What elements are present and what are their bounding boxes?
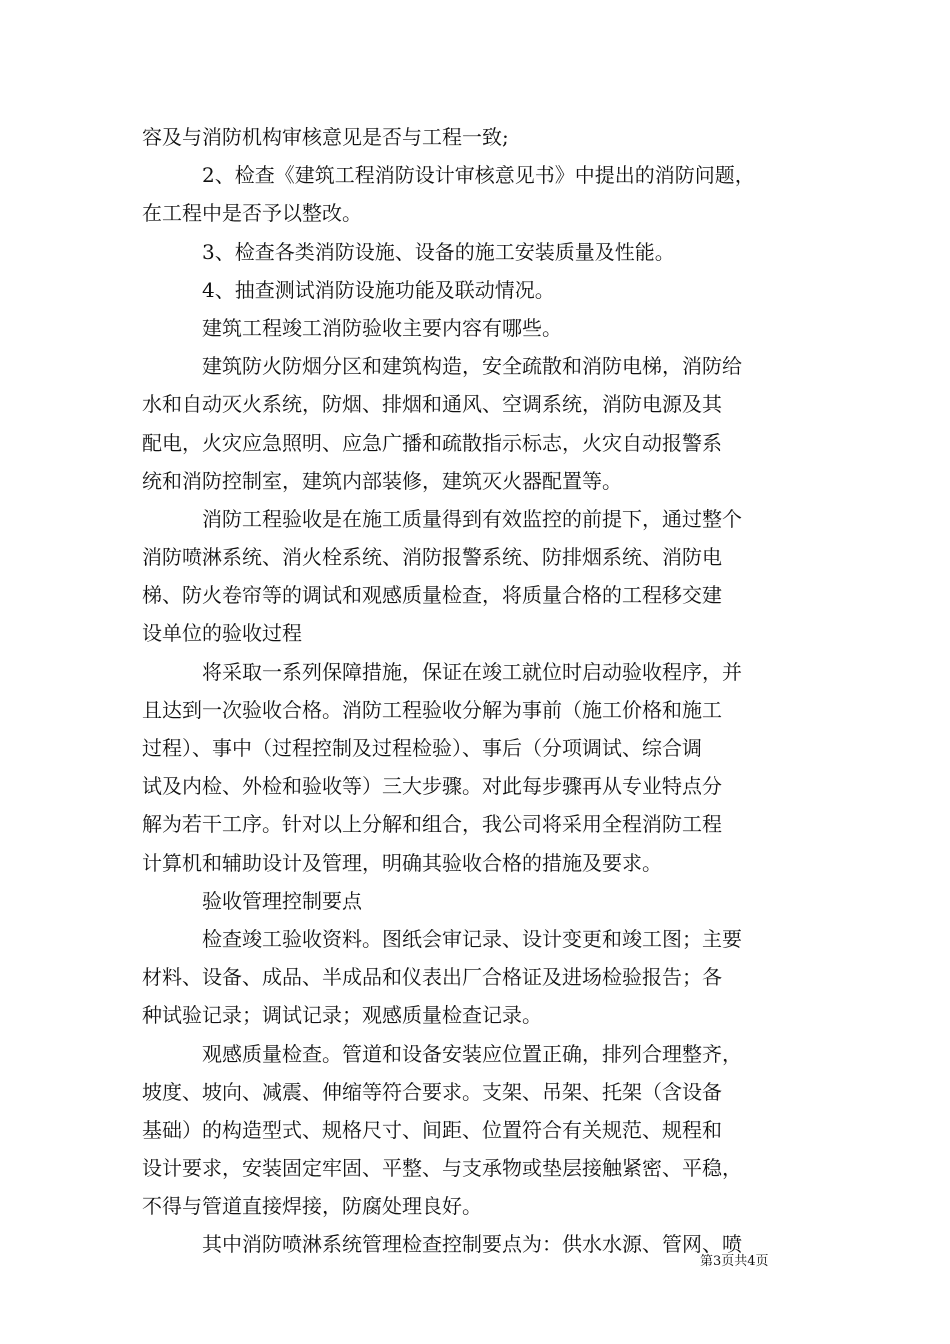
text-line: 将采取一系列保障措施，保证在竣工就位时启动验收程序，并 (202, 659, 742, 684)
text-line: 水和自动灭火系统，防烟、排烟和通风、空调系统，消防电源及其 (142, 392, 722, 417)
text-line: 3、检查各类消防设施、设备的施工安装质量及性能。 (202, 239, 675, 264)
text-line: 梯、防火卷帘等的调试和观感质量检查，将质量合格的工程移交建 (142, 583, 722, 608)
text-line: 基础）的构造型式、规格尺寸、间距、位置符合有关规范、规程和 (142, 1117, 722, 1142)
text-line: 在工程中是否予以整改。 (142, 201, 362, 226)
document-body (142, 118, 812, 1264)
text-line: 设计要求，安装固定牢固、平整、与支承物或垫层接触紧密、平稳， (142, 1156, 742, 1181)
text-line: 验收管理控制要点 (202, 888, 362, 913)
text-line: 消防工程验收是在施工质量得到有效监控的前提下，通过整个 (202, 506, 742, 531)
text-line: 且达到一次验收合格。消防工程验收分解为事前（施工价格和施工 (142, 697, 722, 722)
text-line: 配电，火灾应急照明、应急广播和疏散指示标志，火灾自动报警系 (142, 430, 722, 455)
text-line: 检查竣工验收资料。图纸会审记录、设计变更和竣工图；主要 (202, 926, 742, 951)
text-line: 建筑防火防烟分区和建筑构造，安全疏散和消防电梯，消防给 (202, 354, 742, 379)
text-line: 其中消防喷淋系统管理检查控制要点为：供水水源、管网、喷 (202, 1232, 742, 1257)
text-line: 坡度、坡向、减震、伸缩等符合要求。支架、吊架、托架（含设备 (142, 1079, 722, 1104)
text-line: 材料、设备、成品、半成品和仪表出厂合格证及进场检验报告；各 (142, 965, 722, 990)
text-line: 消防喷淋系统、消火栓系统、消防报警系统、防排烟系统、消防电 (142, 545, 722, 570)
text-line: 种试验记录；调试记录；观感质量检查记录。 (142, 1003, 542, 1028)
text-line: 容及与消防机构审核意见是否与工程一致; (142, 125, 509, 149)
page-footer: 第3页共4页 (700, 1254, 769, 1269)
text-line: 4、抽查测试消防设施功能及联动情况。 (202, 277, 555, 302)
text-line: 统和消防控制室，建筑内部装修，建筑灭火器配置等。 (142, 468, 622, 493)
text-line: 观感质量检查。管道和设备安装应位置正确，排列合理整齐， (202, 1041, 742, 1066)
text-line: 试及内检、外检和验收等）三大步骤。对此每步骤再从专业特点分 (142, 774, 722, 799)
text-line: 过程）、事中（过程控制及过程检验）、事后（分项调试、综合调 (142, 736, 702, 760)
text-line: 2、检查《建筑工程消防设计审核意见书》中提出的消防问题， (202, 163, 755, 188)
text-line: 设单位的验收过程 (142, 621, 302, 646)
text-line: 建筑工程竣工消防验收主要内容有哪些。 (202, 315, 562, 340)
text-line: 解为若干工序。针对以上分解和组合，我公司将采用全程消防工程 (142, 812, 722, 837)
text-line: 不得与管道直接焊接，防腐处理良好。 (142, 1194, 482, 1219)
text-line: 计算机和辅助设计及管理，明确其验收合格的措施及要求。 (142, 850, 662, 875)
